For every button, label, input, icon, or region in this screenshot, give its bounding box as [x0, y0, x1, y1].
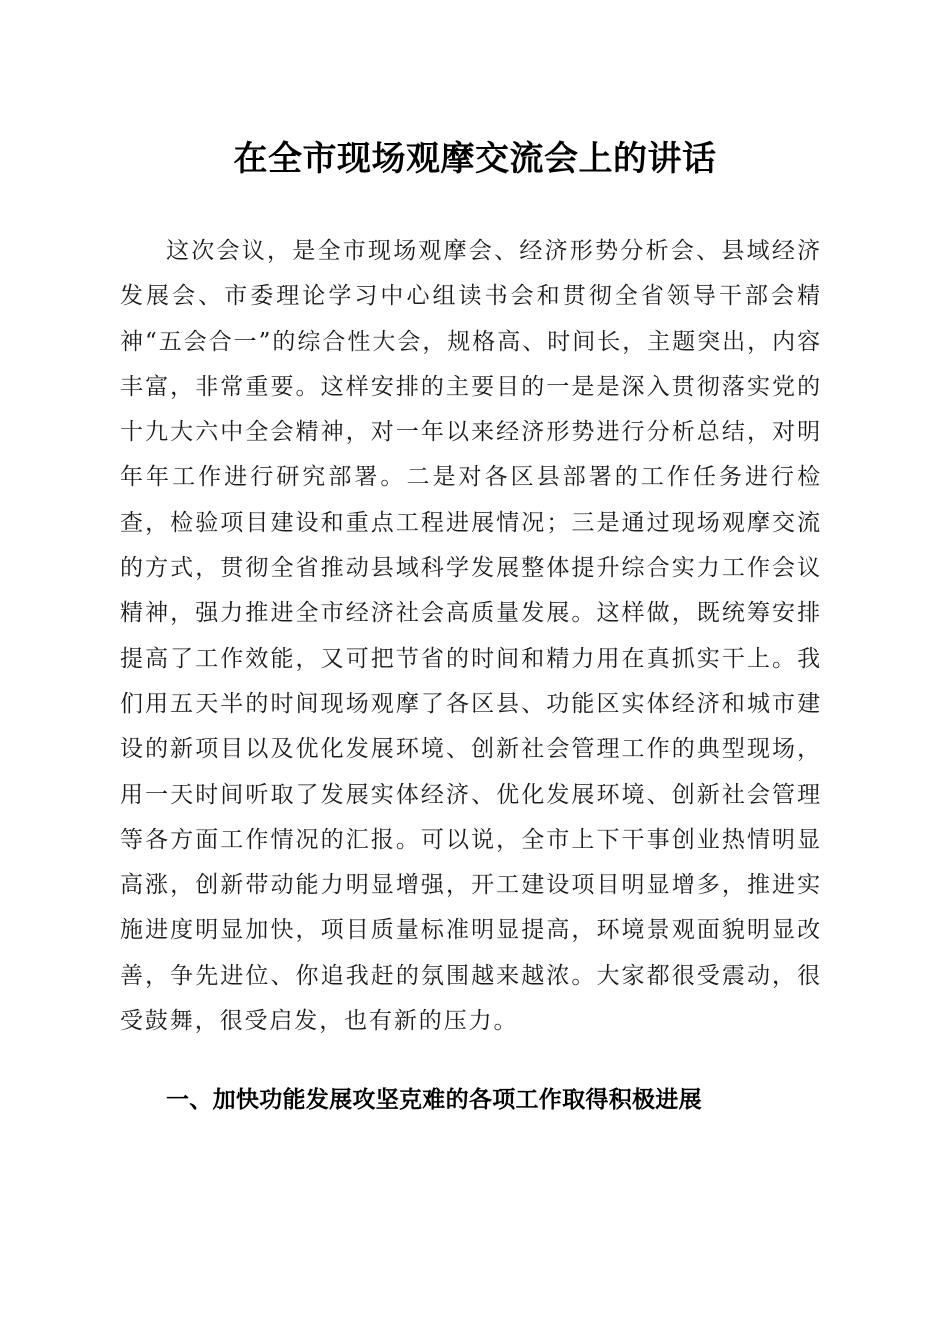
body-paragraph: 这次会议，是全市现场观摩会、经济形势分析会、县域经济发展会、市委理论学习中心组读书会和贯彻全省领导干部会精神“五会合一”的综合性大会，规格高、时间长，主题突出，内容丰富，非常重要。这样安排的主要目的一是是深入贯彻落实党的十九大六中全会精神，对一年以来经济形势进行分析总结，对明年年工作进行研究部署。二是对各区县部署的工作任务进行检查，检验项目建设和重点工程进展情况；三是通过现场观摩交流的方式，贯彻全省推动县域科学发展整体提升综合实力工作会议精神，强力推进全市经济社会高质量发展。这样做，既统筹安排提高了工作效能，又可把节省的时间和精力用在真抓实干上。我们用五天半的时间现场观摩了各区县、功能区实体经济和城市建设的新项目以及优化发展环境、创新社会管理工作的典型现场，用一天时间听取了发展实体经济、优化发展环境、创新社会管理等各方面工作情况的汇报。可以说，全市上下干事创业热情明显高涨，创新带动能力明显增强，开工建设项目明显增多，推进实施进度明显加快，项目质量标准明显提高，环境景观面貌明显改善，争先进位、你追我赶的氛围越来越浓。大家都很受震动，很受鼓舞，很受启发，也有新的压力。	[120, 238, 822, 1035]
section-heading: 一、加快功能发展攻坚克难的各项工作取得积极进展	[166, 1087, 702, 1113]
document-title: 在全市现场观摩交流会上的讲话	[233, 139, 717, 179]
